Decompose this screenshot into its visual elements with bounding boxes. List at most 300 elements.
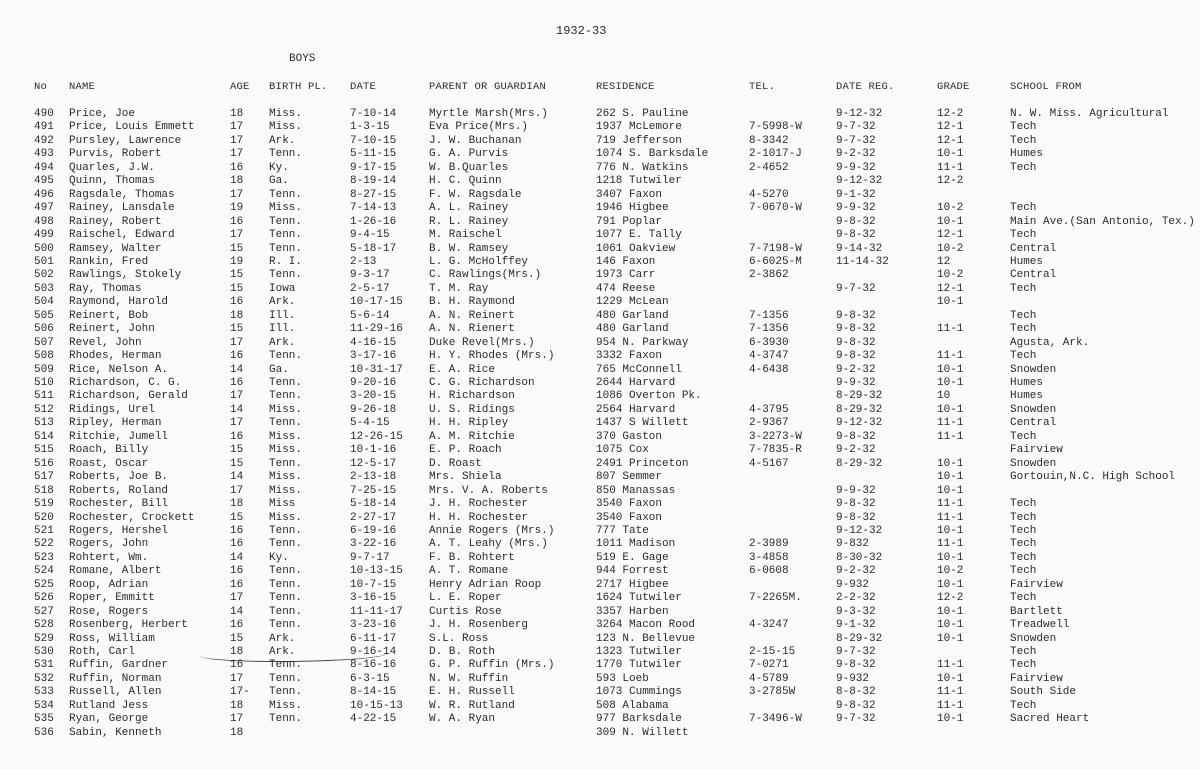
- table-cell-residence: 309 N. Willett: [596, 726, 689, 739]
- table-cell-age: 15: [230, 242, 244, 255]
- table-cell-age: 14: [230, 471, 244, 484]
- table-cell-date-reg: 9-9-32: [836, 377, 876, 389]
- table-cell-grade: 10-1: [937, 605, 964, 618]
- table-cell-date: 11-11-17: [350, 605, 403, 618]
- table-cell-residence: 2491 Princeton: [596, 457, 689, 470]
- table-cell-grade: 10-1: [937, 215, 964, 228]
- table-cell-age: 16: [230, 430, 244, 443]
- table-cell-date: 6-19-16: [350, 524, 397, 537]
- table-cell-name: Roth, Carl: [69, 646, 136, 658]
- table-cell-residence: 480 Garland: [596, 323, 669, 336]
- table-cell-no: 507: [34, 336, 54, 349]
- table-cell-parent: A. N. Rienert: [429, 323, 515, 336]
- table-cell-no: 499: [34, 229, 54, 242]
- table-cell-grade: 11-1: [937, 498, 964, 511]
- table-cell-school-from: Snowden: [1010, 403, 1057, 416]
- table-cell-parent: R. L. Rainey: [429, 215, 509, 228]
- table-cell-parent: A. M. Ritchie: [429, 430, 515, 443]
- table-cell-date-reg: 9-8-32: [836, 511, 876, 524]
- page-title: 1932-33: [556, 24, 607, 38]
- table-cell-birth-place: Tenn.: [269, 377, 303, 389]
- table-cell-date: 9-3-17: [350, 269, 390, 282]
- table-cell-grade: 12-1: [937, 121, 964, 134]
- table-cell-school-from: Humes: [1010, 148, 1044, 161]
- table-cell-tel: 2-9367: [749, 417, 789, 430]
- table-cell-age: 18: [230, 108, 244, 120]
- table-cell-date-reg: 9-2-32: [836, 148, 876, 161]
- table-cell-school-from: Snowden: [1010, 632, 1057, 645]
- table-cell-date: 8-16-16: [350, 659, 397, 672]
- table-cell-parent: E. H. Russell: [429, 686, 515, 699]
- table-cell-date: 12-5-17: [350, 457, 397, 470]
- table-cell-no: 516: [34, 457, 54, 470]
- table-cell-parent: D. Roast: [429, 457, 482, 470]
- table-cell-parent: H. H. Rochester: [429, 511, 529, 524]
- table-cell-age: 17-: [230, 686, 250, 699]
- table-cell-grade: 11-1: [937, 161, 964, 174]
- table-cell-tel: 7-5998-W: [749, 121, 802, 134]
- table-cell-birth-place: Miss.: [269, 121, 303, 134]
- table-cell-grade: 10-1: [937, 551, 964, 564]
- table-cell-name: Rainey, Robert: [69, 215, 162, 228]
- table-cell-date-reg: 9-1-32: [836, 188, 876, 201]
- table-cell-age: 15: [230, 269, 244, 282]
- table-cell-grade: 10-1: [937, 377, 964, 389]
- table-cell-parent: A. T. Romane: [429, 565, 509, 578]
- table-cell-date-reg: 9-12-32: [836, 175, 883, 188]
- table-cell-parent: B. H. Raymond: [429, 296, 515, 309]
- table-cell-name: Revel, John: [69, 336, 142, 349]
- table-cell-residence: 1086 Overton Pk.: [596, 390, 702, 403]
- table-cell-school-from: Treadwell: [1010, 619, 1070, 632]
- table-cell-grade: 11-1: [937, 686, 964, 699]
- table-cell-no: 521: [34, 524, 54, 537]
- table-cell-name: Rose, Rogers: [69, 605, 149, 618]
- table-cell-date-reg: 9-8-32: [836, 215, 876, 228]
- table-cell-date-reg: 9-7-32: [836, 713, 876, 726]
- table-cell-school-from: Tech: [1010, 282, 1037, 295]
- table-cell-tel: 4-6438: [749, 363, 789, 376]
- table-cell-age: 18: [230, 726, 244, 739]
- table-cell-residence: 776 N. Watkins: [596, 161, 689, 174]
- table-cell-school-from: N. W. Miss. Agricultural: [1010, 108, 1169, 120]
- table-cell-no: 529: [34, 632, 54, 645]
- table-cell-school-from: Fairview: [1010, 672, 1063, 685]
- table-cell-birth-place: Tenn.: [269, 538, 303, 551]
- table-cell-residence: 777 Tate: [596, 524, 649, 537]
- table-cell-parent: Annie Rogers (Mrs.): [429, 524, 555, 537]
- table-cell-residence: 850 Manassas: [596, 484, 676, 497]
- table-cell-no: 515: [34, 444, 54, 457]
- table-cell-grade: 11-1: [937, 323, 964, 336]
- table-cell-residence: 1624 Tutwiler: [596, 592, 682, 605]
- table-cell-tel: 7-2265M.: [749, 592, 802, 605]
- column-header-tel: TEL.: [749, 81, 776, 93]
- table-cell-date: 2-13: [350, 255, 377, 268]
- table-cell-no: 532: [34, 672, 54, 685]
- table-cell-no: 513: [34, 417, 54, 430]
- table-cell-school-from: Tech: [1010, 323, 1037, 336]
- table-cell-name: Rochester, Bill: [69, 498, 169, 511]
- table-cell-tel: 2-1017-J: [749, 148, 802, 161]
- table-cell-grade: 10-2: [937, 565, 964, 578]
- table-cell-age: 16: [230, 619, 244, 632]
- table-cell-residence: 719 Jefferson: [596, 134, 682, 147]
- table-cell-age: 17: [230, 134, 244, 147]
- table-cell-parent: A. T. Leahy (Mrs.): [429, 538, 548, 551]
- table-cell-no: 492: [34, 134, 54, 147]
- table-cell-date-reg: 9-2-32: [836, 444, 876, 457]
- table-cell-name: Ridings, Urel: [69, 403, 155, 416]
- column-header-date: DATE: [350, 81, 377, 93]
- table-cell-date: 10-15-13: [350, 699, 403, 712]
- table-cell-name: Roper, Emmitt: [69, 592, 155, 605]
- table-cell-date: 9-17-15: [350, 161, 397, 174]
- table-cell-date-reg: 9-8-32: [836, 350, 876, 363]
- table-cell-no: 495: [34, 175, 54, 188]
- table-cell-age: 17: [230, 121, 244, 134]
- table-cell-school-from: Tech: [1010, 699, 1037, 712]
- table-cell-name: Quarles, J.W.: [69, 161, 155, 174]
- table-cell-grade: 10-2: [937, 269, 964, 282]
- table-cell-no: 518: [34, 484, 54, 497]
- table-cell-school-from: Agusta, Ark.: [1010, 336, 1090, 349]
- table-cell-birth-place: Tenn.: [269, 713, 303, 726]
- table-cell-name: Ross, William: [69, 632, 155, 645]
- table-cell-date-reg: 9-8-32: [836, 309, 876, 322]
- table-cell-no: 501: [34, 255, 54, 268]
- table-cell-date-reg: 9-8-32: [836, 498, 876, 511]
- table-cell-date-reg: 9-7-32: [836, 282, 876, 295]
- table-cell-grade: 12-2: [937, 108, 964, 120]
- table-cell-age: 14: [230, 363, 244, 376]
- table-cell-date-reg: 9-8-32: [836, 336, 876, 349]
- table-cell-date-reg: 9-9-32: [836, 484, 876, 497]
- table-cell-birth-place: Miss.: [269, 403, 303, 416]
- table-cell-school-from: Tech: [1010, 524, 1037, 537]
- table-cell-birth-place: Miss.: [269, 484, 303, 497]
- table-cell-grade: 10-1: [937, 363, 964, 376]
- column-header-age: AGE: [230, 81, 250, 93]
- table-cell-birth-place: Ga.: [269, 363, 289, 376]
- table-cell-school-from: Tech: [1010, 309, 1037, 322]
- table-cell-grade: 10-1: [937, 403, 964, 416]
- table-cell-name: Rogers, Hershel: [69, 524, 169, 537]
- table-cell-birth-place: Ark.: [269, 296, 296, 309]
- table-cell-parent: D. B. Roth: [429, 646, 496, 658]
- table-cell-birth-place: Ga.: [269, 175, 289, 188]
- table-cell-residence: 1973 Carr: [596, 269, 656, 282]
- table-cell-name: Richardson, Gerald: [69, 390, 188, 403]
- table-cell-residence: 1075 Cox: [596, 444, 649, 457]
- table-cell-birth-place: Tenn.: [269, 417, 303, 430]
- table-cell-name: Rosenberg, Herbert: [69, 619, 188, 632]
- table-cell-grade: 10-1: [937, 471, 964, 484]
- table-cell-name: Price, Joe: [69, 108, 136, 120]
- table-cell-school-from: Bartlett: [1010, 605, 1063, 618]
- table-cell-school-from: Tech: [1010, 121, 1037, 134]
- table-cell-name: Ramsey, Walter: [69, 242, 162, 255]
- table-cell-parent: J. H. Rosenberg: [429, 619, 529, 632]
- column-header-residence: RESIDENCE: [596, 81, 655, 93]
- table-cell-residence: 1073 Cummings: [596, 686, 682, 699]
- table-cell-grade: 10-1: [937, 578, 964, 591]
- table-cell-birth-place: Tenn.: [269, 269, 303, 282]
- table-cell-grade: 10-2: [937, 242, 964, 255]
- table-cell-name: Ripley, Herman: [69, 417, 162, 430]
- table-cell-birth-place: Miss.: [269, 471, 303, 484]
- table-cell-grade: 12-2: [937, 592, 964, 605]
- table-cell-date: 5-18-17: [350, 242, 397, 255]
- table-cell-date-reg: 9-8-32: [836, 699, 876, 712]
- table-cell-residence: 1229 McLean: [596, 296, 669, 309]
- table-cell-school-from: Tech: [1010, 538, 1037, 551]
- table-cell-school-from: Sacred Heart: [1010, 713, 1090, 726]
- table-cell-parent: M. Raischel: [429, 229, 502, 242]
- table-cell-parent: J. H. Rochester: [429, 498, 529, 511]
- table-cell-name: Sabin, Kenneth: [69, 726, 162, 739]
- table-cell-date-reg: 11-14-32: [836, 255, 889, 268]
- table-cell-no: 505: [34, 309, 54, 322]
- table-cell-age: 15: [230, 444, 244, 457]
- table-cell-birth-place: Tenn.: [269, 350, 303, 363]
- table-cell-birth-place: Tenn.: [269, 524, 303, 537]
- table-cell-parent: H. Y. Rhodes (Mrs.): [429, 350, 555, 363]
- table-cell-age: 17: [230, 672, 244, 685]
- table-cell-date: 11-29-16: [350, 323, 403, 336]
- table-cell-parent: H. C. Quinn: [429, 175, 502, 188]
- table-cell-school-from: Snowden: [1010, 363, 1057, 376]
- table-cell-name: Raymond, Harold: [69, 296, 169, 309]
- table-cell-date: 4-22-15: [350, 713, 397, 726]
- table-cell-grade: 10-1: [937, 484, 964, 497]
- column-header-date-reg: DATE REG.: [836, 81, 895, 93]
- table-cell-parent: Mrs. Shiela: [429, 471, 502, 484]
- table-cell-parent: E. A. Rice: [429, 363, 496, 376]
- table-cell-no: 536: [34, 726, 54, 739]
- table-cell-parent: F. B. Rohtert: [429, 551, 515, 564]
- table-cell-age: 16: [230, 377, 244, 389]
- table-cell-name: Ragsdale, Thomas: [69, 188, 175, 201]
- table-cell-date: 7-10-15: [350, 134, 397, 147]
- table-cell-date-reg: 8-29-32: [836, 403, 883, 416]
- table-cell-name: Rankin, Fred: [69, 255, 149, 268]
- table-cell-name: Rhodes, Herman: [69, 350, 162, 363]
- table-cell-grade: 11-1: [937, 350, 964, 363]
- table-cell-grade: 11-1: [937, 699, 964, 712]
- table-cell-date-reg: 9-2-32: [836, 363, 876, 376]
- table-cell-no: 535: [34, 713, 54, 726]
- table-cell-no: 496: [34, 188, 54, 201]
- table-cell-date: 3-22-16: [350, 538, 397, 551]
- table-cell-no: 491: [34, 121, 54, 134]
- table-cell-date: 5-18-14: [350, 498, 397, 511]
- table-cell-name: Ryan, George: [69, 713, 149, 726]
- table-cell-residence: 2717 Higbee: [596, 578, 669, 591]
- table-cell-name: Rainey, Lansdale: [69, 202, 175, 215]
- table-cell-parent: Eva Price(Mrs.): [429, 121, 529, 134]
- table-cell-tel: 2-4652: [749, 161, 789, 174]
- table-cell-grade: 12: [937, 255, 951, 268]
- table-cell-no: 524: [34, 565, 54, 578]
- table-cell-tel: 3-2785W: [749, 686, 796, 699]
- table-cell-residence: 3357 Harben: [596, 605, 669, 618]
- table-cell-age: 17: [230, 713, 244, 726]
- table-cell-name: Roach, Billy: [69, 444, 149, 457]
- table-cell-tel: 7-0670-W: [749, 202, 802, 215]
- table-cell-birth-place: Ky.: [269, 551, 289, 564]
- table-cell-no: 493: [34, 148, 54, 161]
- table-cell-residence: 791 Poplar: [596, 215, 663, 228]
- table-cell-birth-place: Ky.: [269, 161, 289, 174]
- table-cell-residence: 474 Reese: [596, 282, 656, 295]
- table-cell-date-reg: 9-12-32: [836, 417, 883, 430]
- table-cell-date-reg: 9-14-32: [836, 242, 883, 255]
- table-cell-name: Ruffin, Norman: [69, 672, 162, 685]
- table-cell-date: 8-19-14: [350, 175, 397, 188]
- table-cell-name: Ritchie, Jumell: [69, 430, 169, 443]
- table-cell-date-reg: 9-12-32: [836, 524, 883, 537]
- table-cell-birth-place: Ark.: [269, 336, 296, 349]
- table-cell-parent: U. S. Ridings: [429, 403, 515, 416]
- table-cell-age: 17: [230, 390, 244, 403]
- table-cell-residence: 2564 Harvard: [596, 403, 676, 416]
- table-cell-grade: 10-1: [937, 148, 964, 161]
- table-cell-school-from: Tech: [1010, 592, 1037, 605]
- table-cell-school-from: Tech: [1010, 551, 1037, 564]
- table-cell-no: 531: [34, 659, 54, 672]
- table-cell-parent: G. A. Purvis: [429, 148, 509, 161]
- table-cell-date: 8-27-15: [350, 188, 397, 201]
- table-cell-grade: 12-1: [937, 229, 964, 242]
- table-cell-grade: 10-1: [937, 296, 964, 309]
- table-cell-name: Roast, Oscar: [69, 457, 149, 470]
- table-cell-tel: 4-3795: [749, 403, 789, 416]
- table-cell-date: 12-26-15: [350, 430, 403, 443]
- table-cell-name: Ruffin, Gardner: [69, 659, 169, 672]
- table-cell-no: 533: [34, 686, 54, 699]
- table-cell-school-from: Main Ave.(San Antonio, Tex.): [1010, 215, 1195, 228]
- table-cell-date: 7-14-13: [350, 202, 397, 215]
- table-cell-date: 10-7-15: [350, 578, 397, 591]
- table-cell-age: 15: [230, 632, 244, 645]
- table-cell-age: 15: [230, 323, 244, 336]
- table-cell-grade: 10-2: [937, 202, 964, 215]
- table-cell-age: 15: [230, 511, 244, 524]
- table-cell-date: 6-3-15: [350, 672, 390, 685]
- table-cell-no: 527: [34, 605, 54, 618]
- table-cell-no: 519: [34, 498, 54, 511]
- table-cell-date: 3-16-15: [350, 592, 397, 605]
- table-cell-grade: 10-1: [937, 672, 964, 685]
- table-cell-no: 490: [34, 108, 54, 120]
- table-cell-grade: 11-1: [937, 417, 964, 430]
- table-cell-age: 17: [230, 336, 244, 349]
- table-cell-birth-place: Miss.: [269, 430, 303, 443]
- table-cell-age: 14: [230, 605, 244, 618]
- table-cell-date-reg: 9-7-32: [836, 134, 876, 147]
- table-cell-date: 10-31-17: [350, 363, 403, 376]
- table-cell-age: 19: [230, 202, 244, 215]
- table-cell-grade: 11-1: [937, 511, 964, 524]
- table-cell-tel: 7-1356: [749, 309, 789, 322]
- table-cell-name: Reinert, John: [69, 323, 155, 336]
- table-cell-birth-place: Miss.: [269, 511, 303, 524]
- table-cell-grade: 10-1: [937, 632, 964, 645]
- table-cell-tel: 7-3496-W: [749, 713, 802, 726]
- table-cell-no: 522: [34, 538, 54, 551]
- table-cell-name: Roop, Adrian: [69, 578, 149, 591]
- table-cell-birth-place: Ark.: [269, 134, 296, 147]
- table-cell-date-reg: 9-9-32: [836, 161, 876, 174]
- table-cell-school-from: Tech: [1010, 511, 1037, 524]
- table-cell-no: 512: [34, 403, 54, 416]
- table-cell-parent: H. H. Ripley: [429, 417, 509, 430]
- table-cell-grade: 10-1: [937, 619, 964, 632]
- table-cell-residence: 508 Alabama: [596, 699, 669, 712]
- table-cell-parent: J. W. Buchanan: [429, 134, 522, 147]
- table-cell-school-from: Fairview: [1010, 444, 1063, 457]
- column-header-school-from: SCHOOL FROM: [1010, 81, 1082, 93]
- table-cell-school-from: South Side: [1010, 686, 1077, 699]
- table-cell-date: 2-13-18: [350, 471, 397, 484]
- table-cell-residence: 1011 Madison: [596, 538, 676, 551]
- table-cell-residence: 3264 Macon Rood: [596, 619, 696, 632]
- table-cell-date: 5-11-15: [350, 148, 397, 161]
- table-cell-date-reg: 9-932: [836, 578, 870, 591]
- table-cell-birth-place: Ark.: [269, 632, 296, 645]
- table-cell-school-from: Humes: [1010, 377, 1044, 389]
- table-cell-grade: 12-1: [937, 134, 964, 147]
- table-cell-parent: A. L. Rainey: [429, 202, 509, 215]
- column-header-no: No: [34, 81, 48, 93]
- table-cell-date-reg: 9-8-32: [836, 430, 876, 443]
- table-cell-name: Russell, Allen: [69, 686, 162, 699]
- table-cell-tel: 4-3747: [749, 350, 789, 363]
- table-cell-date-reg: 9-832: [836, 538, 870, 551]
- table-cell-birth-place: Tenn.: [269, 565, 303, 578]
- table-cell-birth-place: Ark.: [269, 646, 296, 658]
- table-cell-age: 15: [230, 457, 244, 470]
- table-cell-name: Rice, Nelson A.: [69, 363, 169, 376]
- table-cell-date: 10-1-16: [350, 444, 397, 457]
- table-cell-date: 9-4-15: [350, 229, 390, 242]
- table-cell-school-from: Tech: [1010, 430, 1037, 443]
- table-cell-parent: H. Richardson: [429, 390, 515, 403]
- table-cell-date: 3-20-15: [350, 390, 397, 403]
- table-cell-date-reg: 9-2-32: [836, 565, 876, 578]
- table-cell-residence: 1770 Tutwiler: [596, 659, 682, 672]
- table-cell-birth-place: Tenn.: [269, 390, 303, 403]
- table-cell-date-reg: 9-12-32: [836, 108, 883, 120]
- table-cell-age: 18: [230, 699, 244, 712]
- table-cell-parent: W. B.Quarles: [429, 161, 509, 174]
- table-cell-residence: 1323 Tutwiler: [596, 646, 682, 658]
- table-cell-date-reg: 8-29-32: [836, 390, 883, 403]
- table-cell-date-reg: 8-8-32: [836, 686, 876, 699]
- table-cell-age: 16: [230, 215, 244, 228]
- table-cell-no: 520: [34, 511, 54, 524]
- table-cell-residence: 1077 E. Tally: [596, 229, 682, 242]
- table-cell-no: 498: [34, 215, 54, 228]
- column-header-parent: PARENT OR GUARDIAN: [429, 81, 547, 93]
- table-cell-birth-place: Tenn.: [269, 619, 303, 632]
- table-cell-birth-place: Tenn.: [269, 242, 303, 255]
- table-cell-no: 528: [34, 619, 54, 632]
- table-cell-age: 16: [230, 659, 244, 672]
- table-cell-birth-place: Miss.: [269, 108, 303, 120]
- table-cell-no: 503: [34, 282, 54, 295]
